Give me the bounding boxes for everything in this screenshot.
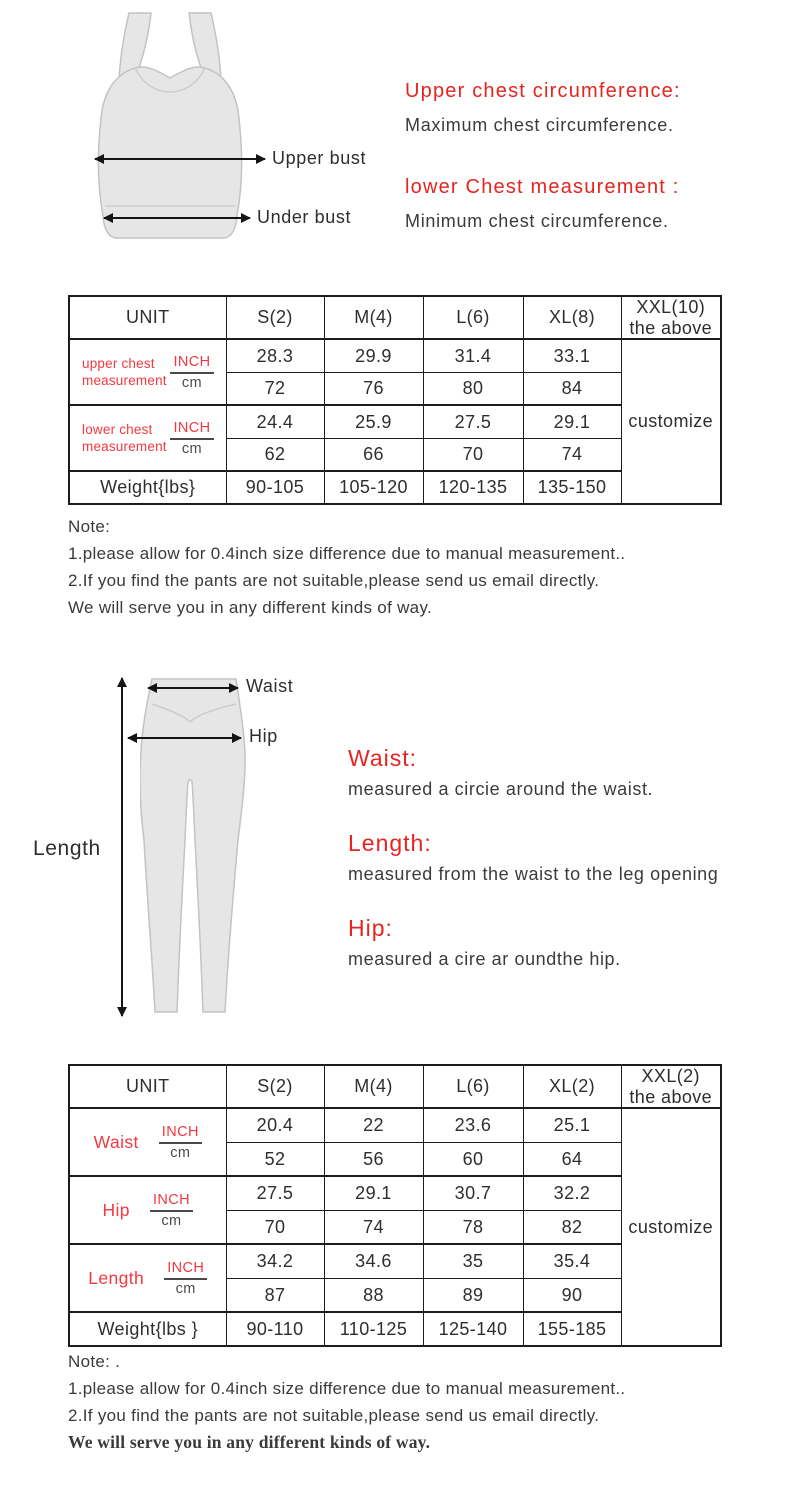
note-line: 1.please allow for 0.4inch size difference due to manual measurement.. — [68, 1379, 626, 1398]
waist-row-label: Waist $\frac{\text{INCH}}{cm}$ — [69, 1108, 226, 1176]
size-header-cell: L(6) — [423, 296, 523, 339]
size-header-cell: XL(8) — [523, 296, 621, 339]
note-line: We will serve you in any different kinds of way. — [68, 598, 433, 617]
inch-value-cell: 34.2 — [226, 1244, 324, 1278]
inch-cm-unit: $\frac{\text{INCH}}{cm}$ — [170, 419, 213, 458]
weight-value-cell: 105-120 — [324, 471, 423, 504]
inch-value-cell: 29.1 — [523, 405, 621, 438]
cm-value-cell: 76 — [324, 372, 423, 405]
inch-cm-unit: $\frac{\text{INCH}}{cm}$ — [164, 1259, 207, 1298]
note-block-bottom — [68, 1348, 625, 1456]
inch-value-cell: 33.1 — [523, 339, 621, 372]
waist-term: Waist: — [348, 745, 418, 771]
lower-chest-row-label: lower chest measurement $\frac{\text{INCH}}{cm}$ — [69, 405, 226, 471]
upper-chest-heading: Upper chest circumference: — [405, 80, 681, 102]
bra-size-table — [68, 295, 722, 505]
size-header-cell: M(4) — [324, 296, 423, 339]
inch-value-cell: 28.3 — [226, 339, 324, 372]
unit-header-cell: UNIT — [69, 1065, 226, 1108]
hip-term: Hip: — [348, 915, 393, 941]
size-header-cell: M(4) — [324, 1065, 423, 1108]
inch-value-cell: 35 — [423, 1244, 523, 1278]
cm-value-cell: 72 — [226, 372, 324, 405]
cm-value-cell: 70 — [226, 1210, 324, 1244]
note-line: We will serve you in any different kinds of way. — [68, 1432, 431, 1452]
length-row-label: Length $\frac{\text{INCH}}{cm}$ — [69, 1244, 226, 1312]
inch-value-cell: 22 — [324, 1108, 423, 1142]
size-header-cell: S(2) — [226, 296, 324, 339]
inch-value-cell: 34.6 — [324, 1244, 423, 1278]
cm-value-cell: 60 — [423, 1142, 523, 1176]
upper-chest-row-label: upper chest measurement $\frac{\text{INCH}}{cm}$ — [69, 339, 226, 405]
hip-row-label: Hip $\frac{\text{INCH}}{cm}$ — [69, 1176, 226, 1244]
weight-value-cell: 90-110 — [226, 1312, 324, 1346]
inch-value-cell: 35.4 — [523, 1244, 621, 1278]
weight-value-cell: 155-185 — [523, 1312, 621, 1346]
inch-value-cell: 29.1 — [324, 1176, 423, 1210]
hip-label: Hip — [249, 726, 278, 746]
cm-value-cell: 84 — [523, 372, 621, 405]
leggings-illustration — [140, 676, 250, 1016]
pants-size-table — [68, 1064, 722, 1347]
weight-row-label: Weight{lbs } — [69, 1312, 226, 1346]
cm-value-cell: 89 — [423, 1278, 523, 1312]
weight-value-cell: 110-125 — [324, 1312, 423, 1346]
cm-value-cell: 66 — [324, 438, 423, 471]
cm-value-cell: 64 — [523, 1142, 621, 1176]
cm-value-cell: 90 — [523, 1278, 621, 1312]
waist-description: measured a circie around the waist. — [348, 779, 654, 799]
lower-chest-heading: lower Chest measurement : — [405, 176, 680, 198]
inch-value-cell: 25.9 — [324, 405, 423, 438]
inch-value-cell: 23.6 — [423, 1108, 523, 1142]
hip-description: measured a cire ar oundthe hip. — [348, 949, 621, 969]
upper-bust-label: Upper bust — [272, 148, 367, 168]
cm-value-cell: 52 — [226, 1142, 324, 1176]
cm-value-cell: 70 — [423, 438, 523, 471]
cm-value-cell: 74 — [324, 1210, 423, 1244]
customize-cell: customize — [621, 1108, 721, 1346]
note-block-top — [68, 513, 625, 621]
lower-chest-description: Minimum chest circumference. — [405, 211, 669, 231]
length-term: Length: — [348, 830, 432, 856]
inch-value-cell: 30.7 — [423, 1176, 523, 1210]
note-line: 2.If you find the pants are not suitable,please send us email directly. — [68, 1406, 600, 1425]
note-title: Note: . — [68, 1352, 121, 1371]
inch-cm-unit: $\frac{\text{INCH}}{cm}$ — [159, 1123, 202, 1162]
cm-value-cell: 74 — [523, 438, 621, 471]
inch-cm-unit: $\frac{\text{INCH}}{cm}$ — [170, 353, 213, 392]
upper-bust-arrow — [95, 158, 265, 160]
inch-value-cell: 24.4 — [226, 405, 324, 438]
size-header-cell: XL(2) — [523, 1065, 621, 1108]
inch-value-cell: 25.1 — [523, 1108, 621, 1142]
note-line: 1.please allow for 0.4inch size difference due to manual measurement.. — [68, 544, 626, 563]
inch-cm-unit: $\frac{\text{INCH}}{cm}$ — [150, 1191, 193, 1230]
inch-value-cell: 27.5 — [226, 1176, 324, 1210]
cm-value-cell: 80 — [423, 372, 523, 405]
under-bust-arrow — [104, 217, 250, 219]
under-bust-label: Under bust — [257, 207, 352, 227]
upper-chest-description: Maximum chest circumference. — [405, 115, 674, 135]
inch-value-cell: 32.2 — [523, 1176, 621, 1210]
size-header-cell: S(2) — [226, 1065, 324, 1108]
weight-row-label: Weight{lbs} — [69, 471, 226, 504]
weight-value-cell: 125-140 — [423, 1312, 523, 1346]
pants-definitions — [348, 745, 718, 1000]
cm-value-cell: 62 — [226, 438, 324, 471]
cm-value-cell: 78 — [423, 1210, 523, 1244]
length-description: measured from the waist to the leg opening — [348, 864, 719, 884]
waist-label: Waist — [246, 676, 294, 696]
cm-value-cell: 56 — [324, 1142, 423, 1176]
inch-value-cell: 20.4 — [226, 1108, 324, 1142]
customize-cell: customize — [621, 339, 721, 504]
inch-value-cell: 27.5 — [423, 405, 523, 438]
inch-value-cell: 29.9 — [324, 339, 423, 372]
xxl-header-cell: XXL(2) the above — [621, 1065, 721, 1108]
chest-definitions — [405, 80, 681, 232]
cm-value-cell: 82 — [523, 1210, 621, 1244]
inch-value-cell: 31.4 — [423, 339, 523, 372]
length-arrow — [121, 678, 123, 1016]
cm-value-cell: 88 — [324, 1278, 423, 1312]
weight-value-cell: 135-150 — [523, 471, 621, 504]
weight-value-cell: 90-105 — [226, 471, 324, 504]
note-title: Note: — [68, 517, 111, 536]
xxl-header-cell: XXL(10) the above — [621, 296, 721, 339]
unit-header-cell: UNIT — [69, 296, 226, 339]
size-header-cell: L(6) — [423, 1065, 523, 1108]
cm-value-cell: 87 — [226, 1278, 324, 1312]
length-label: Length — [33, 837, 101, 860]
waist-arrow — [148, 687, 238, 689]
hip-arrow — [128, 737, 241, 739]
weight-value-cell: 120-135 — [423, 471, 523, 504]
note-line: 2.If you find the pants are not suitable,please send us email directly. — [68, 571, 600, 590]
